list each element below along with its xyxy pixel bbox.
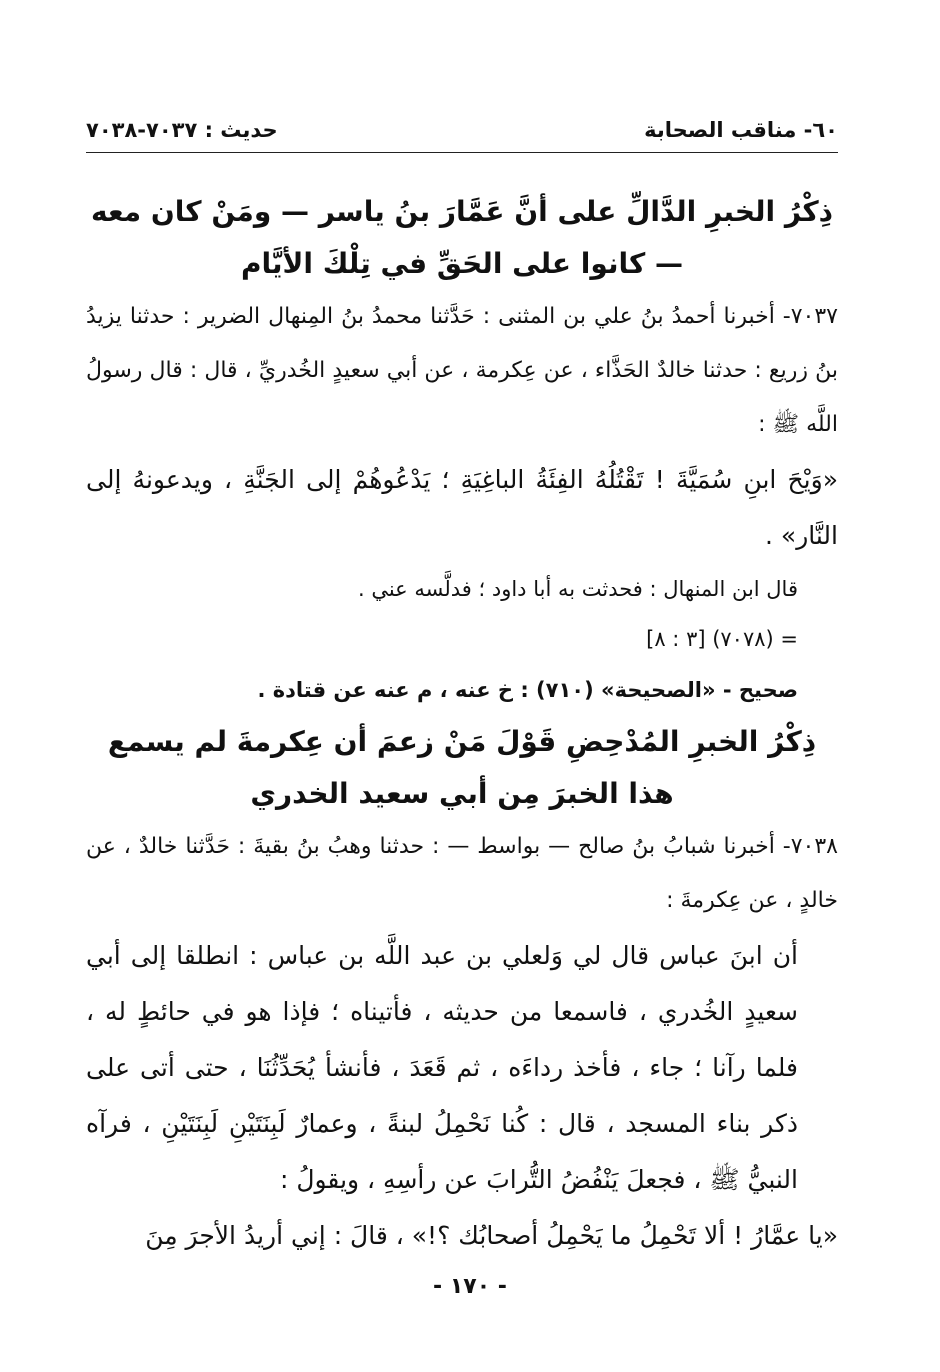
page-number: - ١٧٠ - — [433, 1274, 507, 1299]
section-heading-1: ذِكْرُ الخبرِ الدَّالِّ على أنَّ عَمَّارَ بنُ ياسر — ومَنْ كان معه — كانوا على الحَقِّ في تِلْكَ الأيَّام — [91, 195, 833, 280]
hadith-7038-matn-continued: «يا عمَّارُ ! ألا تَحْمِلُ ما يَحْمِلُ أصحابُك ؟!» ، قالَ : إني أريدُ الأجرَ مِنَ — [145, 1221, 838, 1250]
hadith-7038-matn: أن ابنَ عباس قال لي وَلعلي بن عبد اللَّه بن عباس : انطلقا إلى أبي سعيدٍ الخُدري ، فاسمعا من حديثه ، فأتيناه ؛ فإذا هو في حائطٍ له ، فلما رآنا ؛ جاء ، فأخذ رداءَه ، ثم قَعَدَ ، فأنشأ يُحَدِّثُنَا ، حتى أتى على ذكر بناء المسجد ، قال : كُنا نَحْمِلُ لبنةً ، وعمارٌ لَبِنَتَيْنِ لَبِنَتَيْنِ ، فرآه النبيُّ ﷺ ، فجعلَ يَنْفُضُ التُّرابَ عن رأسِهِ ، ويقولُ : — [86, 941, 798, 1194]
running-header — [86, 112, 838, 152]
hadith-range: حديث : ٧٠٣٧-٧٠٣٨ — [86, 118, 278, 142]
section-heading-2: ذِكْرُ الخبرِ المُدْحِضِ قَوْلَ مَنْ زعمَ أن عِكرمةَ لم يسمع هذا الخبرَ مِن أبي سعيد الخدري — [107, 725, 817, 810]
chapter-title: ٦٠- مناقب الصحابة — [644, 118, 838, 142]
hadith-7037-grading: صحيح - «الصحيحة» (٧١٠) : خ عنه ، م عنه عن قتادة . — [257, 678, 798, 702]
hadith-7037-matn: «وَيْحَ ابنِ سُمَيَّةَ ! تَقْتُلُهُ الفِئَةُ الباغِيَةِ ؛ يَدْعُوهُمْ إلى الجَنَّةِ ، ويدعونهُ إلى النَّار» . — [86, 465, 838, 550]
hadith-7037-note: قال ابن المنهال : فحدثت به أبا داود ؛ فدلَّسه عني . — [357, 577, 798, 601]
header-divider — [86, 152, 838, 153]
hadith-7037-cross-reference: = (٧٠٧٨) [٣ : ٨] — [646, 627, 798, 651]
hadith-7038-isnad: ٧٠٣٨- أخبرنا شبابُ بنُ صالح — بواسط — : حدثنا وهبُ بنُ بقيةَ : حَدَّثنا خالدٌ ، عن خالدٍ ، عن عِكرمةَ : — [86, 834, 838, 913]
hadith-7037-isnad: ٧٠٣٧- أخبرنا أحمدُ بنُ علي بن المثنى : حَدَّثنا محمدُ بنُ المِنهال الضرير : حدثنا يزيدُ بنُ زريع : حدثنا خالدٌ الحَذَّاء ، عن عِكرمة ، عن أبي سعيدٍ الخُدريِّ ، قال : قال رسولُ اللَّه ﷺ : — [86, 304, 838, 437]
page-body — [86, 186, 838, 1264]
